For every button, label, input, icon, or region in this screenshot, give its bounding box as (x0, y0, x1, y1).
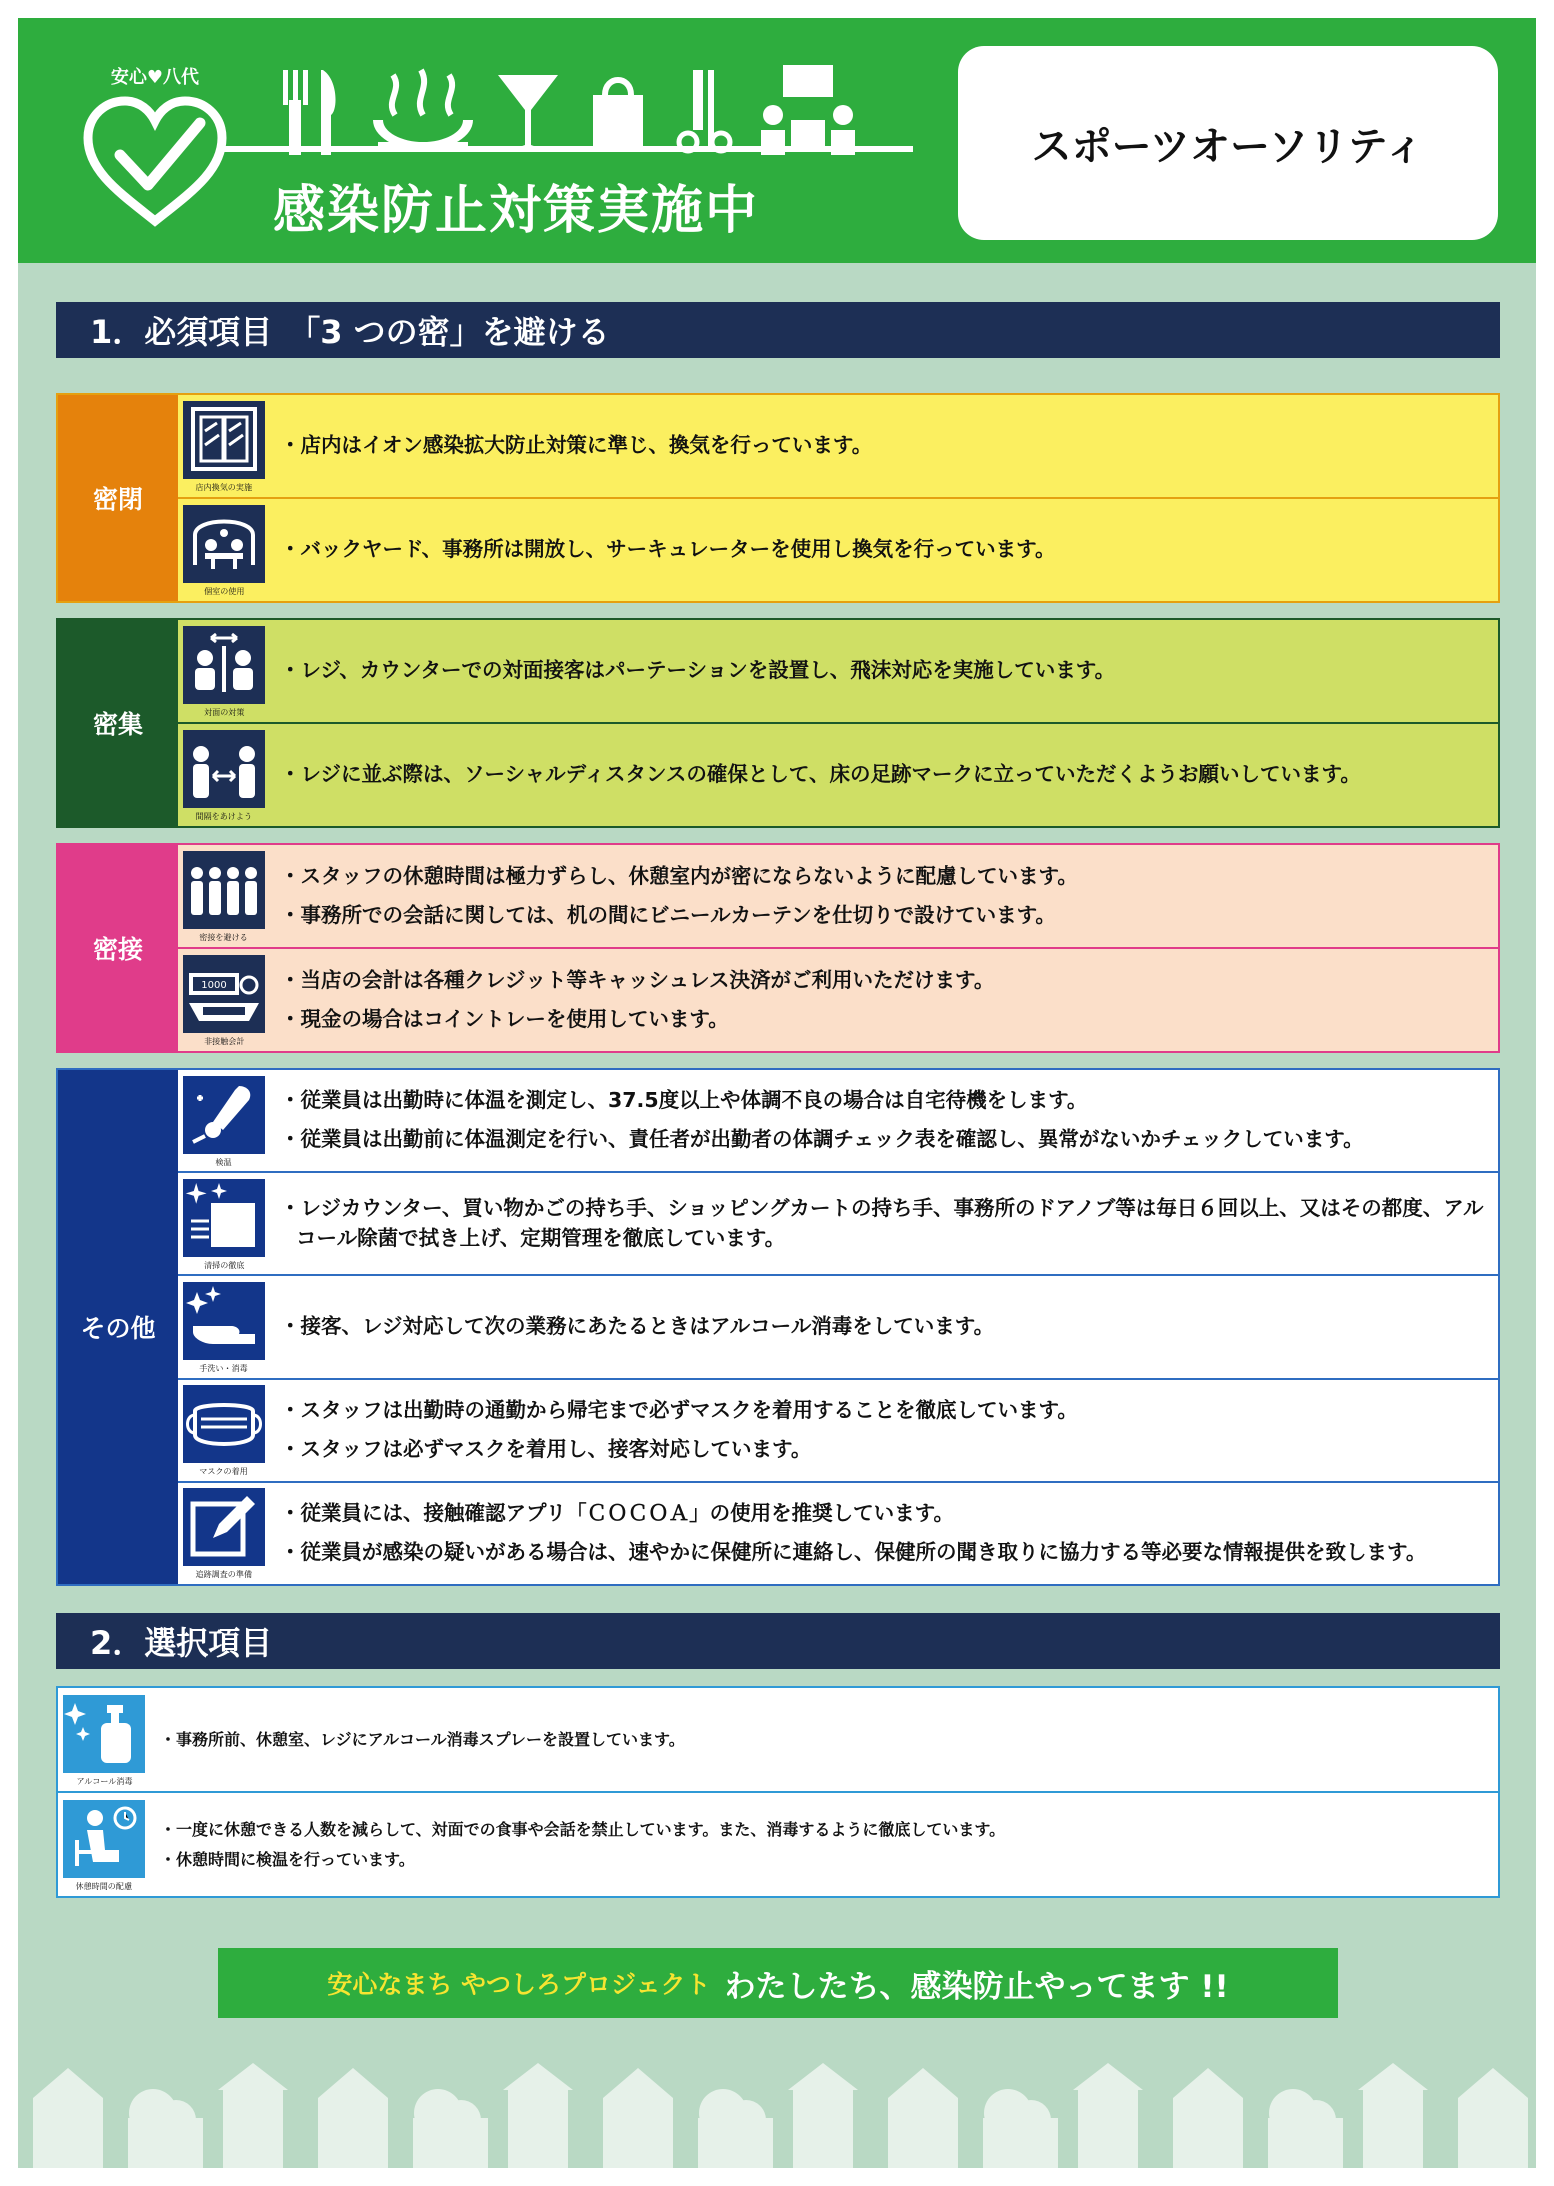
social-distance-icon (183, 730, 265, 808)
row-icon-cell (178, 1380, 270, 1481)
row-text: ・従業員は出勤前に体温測定を行い、責任者が出勤者の体調チェック表を確認し、異常がないかチェックしています。 (280, 1127, 1364, 1152)
footer-project: 安心なまち やつしろプロジェクト (327, 1970, 711, 1999)
tracking-notes-icon (183, 1488, 265, 1566)
option-lines (150, 1793, 1498, 1896)
icon-caption: 間隔をあけよう (195, 812, 253, 822)
category-rows (178, 1070, 1498, 1584)
icon-caption: 非接触会計 (203, 1037, 245, 1047)
row-lines (270, 1080, 1498, 1160)
hot-spring-icon (373, 70, 473, 150)
row-icon-cell (58, 1793, 150, 1896)
private-room-icon (183, 505, 265, 583)
break-time-icon (63, 1800, 145, 1878)
category-row (178, 1378, 1498, 1481)
alcohol-spray-icon (63, 1695, 145, 1773)
icon-caption: 密接を避ける (199, 933, 249, 943)
icon-caption: 手洗い・消毒 (199, 1364, 249, 1374)
thermometer-icon (183, 1076, 265, 1154)
row-text: ・従業員が感染の疑いがある場合は、速やかに保健所に連絡し、保健所の聞き取りに協力する等必要な情報提供を致します。 (280, 1539, 1427, 1564)
category-row (178, 1171, 1498, 1274)
row-icon-cell (178, 499, 270, 601)
footer-slogan: わたしたち、感染防止やってます !! (724, 1968, 1229, 2005)
row-text: ・事務所での会話に関しては、机の間にビニールカーテンを仕切りで設けています。 (280, 902, 1056, 927)
category-row (178, 1481, 1498, 1584)
mask-icon (183, 1385, 265, 1463)
poster (18, 18, 1536, 2168)
row-lines (270, 650, 1498, 692)
category-rows (178, 620, 1498, 826)
category-block (56, 1068, 1500, 1586)
category-block (56, 393, 1500, 603)
row-icon-cell (58, 1688, 150, 1791)
section2-title: 2．選択項目 (56, 1613, 1500, 1669)
category-row (178, 1070, 1498, 1171)
option-text: ・一度に休憩できる人数を減らして、対面での食事や会話を禁止しています。また、消毒するように徹底しています。 (160, 1820, 1006, 1840)
row-text: ・バックヤード、事務所は開放し、サーキュレーターを使用し換気を行っています。 (280, 537, 1056, 562)
row-text: ・レジに並ぶ際は、ソーシャルディスタンスの確保として、床の足跡マークに立っていただくようお願いしています。 (280, 762, 1361, 787)
row-text: ・レジ、カウンターでの対面接客はパーテーションを設置し、飛沫対応を実施しています。 (280, 658, 1116, 683)
row-text: ・従業員は出勤時に体温を測定し、37.5度以上や体調不良の場合は自宅待機をします。 (280, 1088, 1088, 1113)
cleaning-icon (183, 1179, 265, 1257)
row-icon-cell (178, 845, 270, 947)
category-row (178, 845, 1498, 947)
category-label: 密接 (58, 845, 178, 1051)
row-text: ・従業員には、接触確認アプリ「ＣＯＣＯＡ」の使用を推奨しています。 (280, 1501, 955, 1526)
avoid-contact-icon (183, 851, 265, 929)
row-lines (270, 529, 1498, 571)
option-lines (150, 1688, 1498, 1791)
header-banner (18, 18, 1536, 263)
row-text: ・レジカウンター、買い物かごの持ち手、ショッピングカートの持ち手、事務所のドアノブ等は毎日６回以上、又はその都度、アルコール除菌で拭き上げ、定期管理を徹底しています。 (280, 1196, 1484, 1250)
category-block (56, 618, 1500, 828)
category-label: その他 (58, 1070, 178, 1584)
svg-text:1000: 1000 (201, 980, 227, 991)
category-row (178, 620, 1498, 722)
row-text: ・スタッフは出勤時の通勤から帰宅まで必ずマスクを着用することを徹底しています。 (280, 1397, 1078, 1422)
category-row (178, 395, 1498, 497)
logo-text: 安心♥八代 (110, 67, 200, 88)
footer-banner (218, 1948, 1338, 2018)
icon-caption: アルコール消毒 (75, 1776, 133, 1787)
shopping-bag-icon (593, 80, 643, 150)
row-lines (270, 856, 1498, 936)
row-icon-cell (178, 1173, 270, 1274)
icon-caption: 対面の対策 (203, 708, 245, 718)
row-lines (270, 425, 1498, 467)
row-text: ・スタッフの休憩時間は極力ずらし、休憩室内が密にならないように配慮しています。 (280, 863, 1078, 888)
contactless-payment-icon (183, 955, 265, 1033)
icon-caption: 検温 (215, 1157, 233, 1168)
header-title: 感染防止対策実施中 (273, 181, 760, 241)
row-icon-cell (178, 620, 270, 722)
row-text: ・スタッフは必ずマスクを着用し、接客対応しています。 (280, 1436, 812, 1461)
header-rule (223, 146, 913, 152)
shop-name-box (958, 46, 1498, 240)
header-icon-row (263, 60, 903, 160)
town-silhouette (18, 2058, 1536, 2168)
cocktail-glass-icon (498, 75, 558, 150)
row-lines (270, 754, 1498, 796)
category-rows (178, 845, 1498, 1051)
category-row (178, 497, 1498, 601)
row-text: ・当店の会計は各種クレジット等キャッシュレス決済がご利用いただけます。 (280, 967, 995, 992)
row-text: ・店内はイオン感染拡大防止対策に準じ、換気を行っています。 (280, 433, 873, 458)
option-row (56, 1793, 1500, 1898)
icon-caption: 追跡調査の準備 (195, 1570, 253, 1581)
icon-caption: マスクの着用 (199, 1467, 249, 1477)
row-text: ・現金の場合はコイントレーを使用しています。 (280, 1006, 729, 1031)
window-ventilation-icon (183, 401, 265, 479)
row-lines (270, 1188, 1498, 1259)
icon-caption: 休憩時間の配慮 (75, 1881, 133, 1892)
row-icon-cell (178, 724, 270, 826)
row-icon-cell (178, 949, 270, 1051)
section1-title: 1．必須項目 「3 つの密」を避ける (56, 302, 1500, 358)
anshin-yatsushiro-logo (80, 63, 230, 223)
option-text: ・事務所前、休憩室、レジにアルコール消毒スプレーを設置しています。 (160, 1729, 685, 1749)
row-icon-cell (178, 1070, 270, 1171)
row-lines (270, 1493, 1498, 1573)
heart-check-icon (80, 93, 230, 233)
option-text: ・休憩時間に検温を行っています。 (160, 1849, 415, 1869)
row-lines (270, 1390, 1498, 1470)
category-rows (178, 395, 1498, 601)
hand-wash-icon (183, 1282, 265, 1360)
option-row (56, 1686, 1500, 1793)
icon-caption: 清掃の徹底 (203, 1260, 245, 1271)
row-text: ・接客、レジ対応して次の業務にあたるときはアルコール消毒をしています。 (280, 1314, 995, 1339)
row-icon-cell (178, 1276, 270, 1377)
icon-caption: 個室の使用 (203, 587, 245, 597)
icon-caption: 店内換気の実施 (195, 483, 253, 493)
category-block (56, 843, 1500, 1053)
row-lines (270, 1306, 1498, 1348)
category-label: 密集 (58, 620, 178, 826)
face-to-face-icon (183, 626, 265, 704)
shop-name: スポーツオーソリティ (1031, 123, 1425, 170)
row-icon-cell (178, 395, 270, 497)
category-label: 密閉 (58, 395, 178, 601)
fork-knife-icon (283, 70, 336, 155)
comb-scissors-icon (679, 70, 730, 151)
meeting-room-icon (761, 65, 855, 155)
category-row (178, 722, 1498, 826)
row-lines (270, 960, 1498, 1040)
category-row (178, 1274, 1498, 1377)
row-icon-cell (178, 1483, 270, 1584)
category-row (178, 947, 1498, 1051)
